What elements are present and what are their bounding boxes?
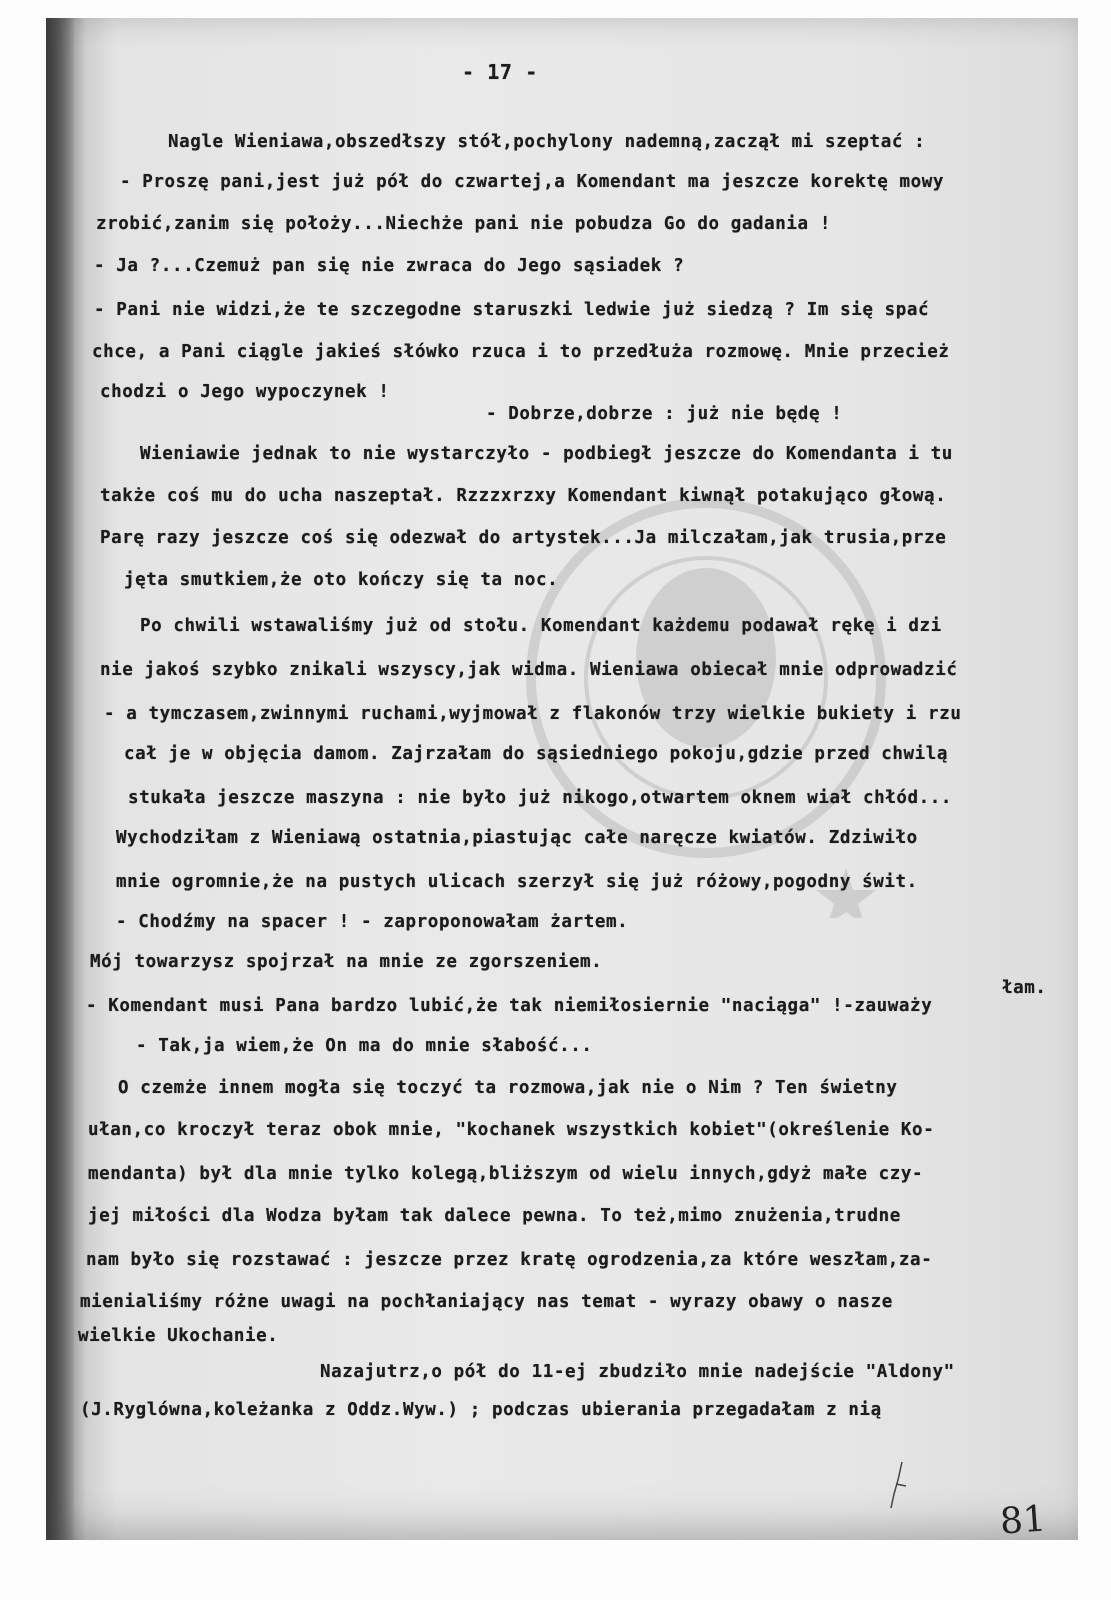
text-line: mendanta) był dla mnie tylko kolegą,bliższym od wielu innych,gdyż małe czy- <box>88 1164 924 1184</box>
text-line: stukała jeszcze maszyna : nie było już nikogo,otwartem oknem wiał chłód... <box>128 788 953 808</box>
text-line: nam było się rozstawać : jeszcze przez kratę ogrodzenia,za które weszłam,za- <box>86 1250 933 1270</box>
text-line: nie jakoś szybko znikali wszyscy,jak widma. Wieniawa obiecał mnie odprowadzić <box>100 660 958 680</box>
text-line: łam. <box>1002 978 1047 998</box>
text-line: - Dobrze,dobrze : już nie będę ! <box>486 404 843 424</box>
text-line: ułan,co kroczył teraz obok mnie, "kochanek wszystkich kobiet"(określenie Ko- <box>88 1120 935 1140</box>
text-line: Mój towarzysz spojrzał na mnie ze zgorszeniem. <box>90 952 603 972</box>
text-line: Nagle Wieniawa,obszedłszy stół,pochylony nademną,zaczął mi szeptać : <box>168 132 926 152</box>
archive-page-number: 81 <box>998 1498 1048 1543</box>
text-line: także coś mu do ucha naszeptał. Rzzzxrzxy Komendant kiwnął potakująco głową. <box>100 486 947 506</box>
text-line: - Tak,ja wiem,że On ma do mnie słabość... <box>136 1036 593 1056</box>
text-line: - a tymczasem,zwinnymi ruchami,wyjmował z flakonów trzy wielkie bukiety i rzu <box>104 704 962 724</box>
text-line: O czemże innem mogła się toczyć ta rozmowa,jak nie o Nim ? Ten świetny <box>118 1078 898 1098</box>
pen-mark <box>888 1460 908 1510</box>
text-line: - Proszę pani,jest już pół do czwartej,a Komendant ma jeszcze korektę mowy <box>120 172 945 192</box>
text-line: Wieniawie jednak to nie wystarczyło - podbiegł jeszcze do Komendanta i tu <box>140 444 953 464</box>
text-line: (J.Ryglówna,koleżanka z Oddz.Wyw.) ; podczas ubierania przegadałam z nią <box>80 1400 882 1420</box>
text-line: zrobić,zanim się położy...Niechże pani nie pobudza Go do gadania ! <box>96 214 831 234</box>
text-line: - Komendant musi Pana bardzo lubić,że tak niemiłosiernie "naciąga" !-zauważy <box>86 996 933 1016</box>
text-line: chce, a Pani ciągle jakieś słówko rzuca i to przedłuża rozmowę. Mnie przecież <box>92 342 950 362</box>
page-number: - 17 - <box>462 60 538 84</box>
text-line: mnie ogromnie,że na pustych ulicach szerzył się już różowy,pogodny świt. <box>116 872 918 892</box>
text-line: - Chodźmy na spacer ! - zaproponowałam żartem. <box>116 912 629 932</box>
text-line: Nazajutrz,o pół do 11-ej zbudziło mnie nadejście "Aldony" <box>320 1362 955 1382</box>
text-line: - Ja ?...Czemuż pan się nie zwraca do Jego sąsiadek ? <box>94 256 685 276</box>
text-line: - Pani nie widzi,że te szczegodne staruszki ledwie już siedzą ? Im się spać <box>94 300 930 320</box>
text-line: mienialiśmy różne uwagi na pochłaniający nas temat - wyrazy obawy o nasze <box>80 1292 893 1312</box>
text-line: jęta smutkiem,że oto kończy się ta noc. <box>124 570 559 590</box>
text-line: Wychodziłam z Wieniawą ostatnia,piastując całe naręcze kwiatów. Zdziwiło <box>116 828 918 848</box>
text-line: wielkie Ukochanie. <box>78 1326 279 1346</box>
text-line: chodzi o Jego wypoczynek ! <box>100 382 390 402</box>
text-line: Po chwili wstawaliśmy już od stołu. Komendant każdemu podawał rękę i dzi <box>140 616 942 636</box>
text-line: Parę razy jeszcze coś się odezwał do artystek...Ja milczałam,jak trusia,prze <box>100 528 947 548</box>
text-line: jej miłości dla Wodza byłam tak dalece pewna. To też,mimo znużenia,trudne <box>88 1206 901 1226</box>
text-line: cał je w objęcia damom. Zajrzałam do sąsiedniego pokoju,gdzie przed chwilą <box>124 744 949 764</box>
